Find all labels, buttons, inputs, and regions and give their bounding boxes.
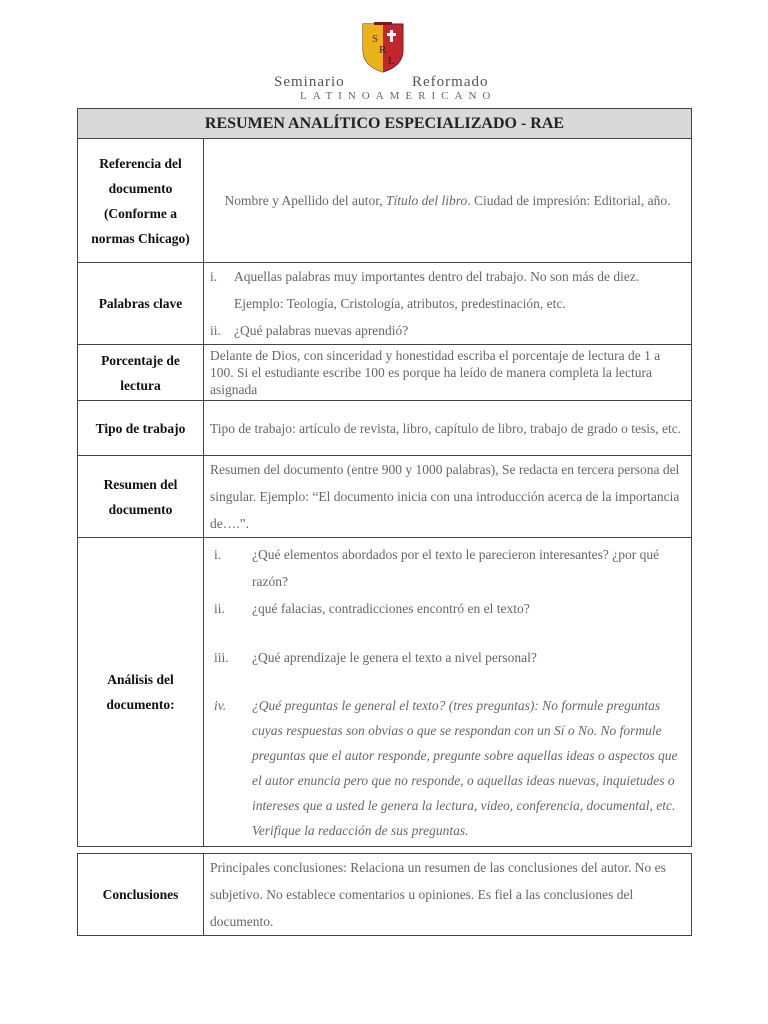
label-referencia: Referencia del documento (Conforme a normas Chicago) <box>78 139 204 263</box>
list-item: i. Aquellas palabras muy importantes dentro del trabajo. No son más de diez. Ejemplo: Teología, Cristología, atributos, predestinación, etc. <box>210 269 640 311</box>
list-item: ii. ¿qué falacias, contradicciones encontró en el texto? <box>214 601 530 616</box>
value-analisis <box>204 538 692 847</box>
rae-table <box>77 108 692 847</box>
brand-sub: LATINOAMERICANO <box>300 90 497 102</box>
brand-left: Seminario <box>274 74 345 90</box>
conclusiones-table <box>77 853 692 936</box>
label-analisis: Análisis del documento: <box>78 538 204 847</box>
value-referencia <box>204 139 692 263</box>
label-tipo: Tipo de trabajo <box>78 401 204 456</box>
header-logo <box>0 18 768 102</box>
crest-letter-l: L <box>388 55 395 67</box>
table-title: RESUMEN ANALÍTICO ESPECIALIZADO - RAE <box>78 109 692 139</box>
value-porcentaje: Delante de Dios, con sinceridad y honestidad escriba el porcentaje de lectura de 1 a 100. Si el estudiante escribe 100 es porque ha leído de manera completa la lectura asignada <box>204 345 692 401</box>
label-palabras: Palabras clave <box>78 263 204 345</box>
list-item: iv. ¿Qué preguntas le general el texto? (tres preguntas): No formule preguntas cuyas respuestas son obvias o que se respondan con un Sí o No. No formule preguntas que el autor responde, pregunte sobre aquellas ideas o aspectos que el autor enuncia pero que no responde, o aquellas ideas nuevas, inquietudes o intereses que a usted le genera la lectura, video, conferencia, documental, etc. Verifique la redacción de sus preguntas. <box>214 698 678 838</box>
value-tipo: Tipo de trabajo: artículo de revista, libro, capítulo de libro, trabajo de grado o tesis, etc. <box>204 401 692 456</box>
referencia-post: . Ciudad de impresión: Editorial, año. <box>467 193 671 208</box>
value-palabras <box>204 263 692 345</box>
list-item: ii. ¿Qué palabras nuevas aprendió? <box>210 323 409 338</box>
list-item: i. ¿Qué elementos abordados por el texto le parecieron interesantes? ¿por qué razón? <box>214 547 660 589</box>
value-conclusiones: Principales conclusiones: Relaciona un resumen de las conclusiones del autor. No es subjetivo. No establece comentarios u opiniones. Es fiel a las conclusiones del documento. <box>204 854 692 936</box>
crest-letter-s: S <box>372 33 379 45</box>
crest-letter-r: R <box>379 44 387 56</box>
referencia-italic: Título del libro <box>385 193 468 208</box>
value-resumen: Resumen del documento (entre 900 y 1000 palabras), Se redacta en tercera persona del singular. Ejemplo: “El documento inicia con una introducción acerca de la importancia de….”. <box>204 456 692 538</box>
referencia-pre: Nombre y Apellido del autor, <box>224 193 386 208</box>
list-item: iii. ¿Qué aprendizaje le genera el texto a nivel personal? <box>214 650 537 665</box>
label-resumen: Resumen del documento <box>78 456 204 538</box>
label-porcentaje: Porcentaje de lectura <box>78 345 204 401</box>
brand-right: Reformado <box>412 74 489 90</box>
crest-logo <box>360 20 406 74</box>
label-conclusiones: Conclusiones <box>78 854 204 936</box>
